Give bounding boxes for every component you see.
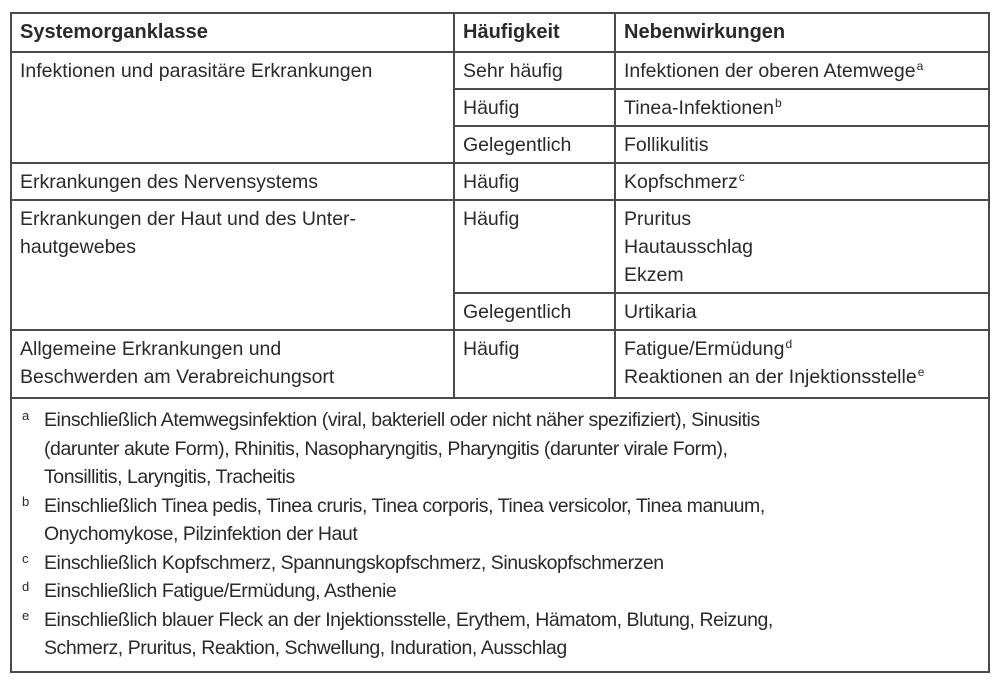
effect-cell xyxy=(615,293,988,330)
footnote-a xyxy=(20,406,978,492)
frequency-cell: Häufig xyxy=(454,163,615,200)
footnote-mark: a xyxy=(22,408,30,423)
effect-text: Pruritus xyxy=(624,208,692,230)
footnote-marker: b xyxy=(774,96,782,110)
footnote-marker: d xyxy=(785,337,793,351)
frequency-cell: Häufig xyxy=(454,200,615,293)
footnote-line: Tonsillitis, Laryngitis, Tracheitis xyxy=(44,466,295,488)
footnote-mark: e xyxy=(22,607,30,623)
table-row xyxy=(12,52,988,89)
footnote-line: Einschließlich Fatigue/Ermüdung, Asthenie xyxy=(44,580,397,602)
footnote-line: (darunter akute Form), Rhinitis, Nasopharyngitis, Pharyngitis (darunter virale Form), xyxy=(44,437,728,460)
footnote-mark: d xyxy=(22,579,30,594)
effect-cell xyxy=(615,52,988,89)
organ-class-line: Allgemeine Erkrankungen und xyxy=(20,338,282,360)
organ-class-cell: Erkrankungen des Nervensystems xyxy=(12,163,454,200)
frequency-cell: Häufig xyxy=(454,330,615,398)
effect-text: Follikulitis xyxy=(624,134,709,156)
footnote-marker: c xyxy=(738,170,745,184)
adverse-effects-table xyxy=(12,14,988,399)
footnote-e xyxy=(20,606,978,663)
table-row xyxy=(12,330,988,398)
footnote-marker: a xyxy=(916,59,924,73)
effect-text: Infektionen der oberen Atemwege xyxy=(624,60,916,82)
effect-cell xyxy=(615,200,988,293)
header-system-organ-class: Systemorganklasse xyxy=(12,14,454,52)
effect-text: Fatigue/Ermüdung xyxy=(624,338,785,360)
footnote-line: Einschließlich Kopfschmerz, Spannungskopfschmerz, Sinuskopfschmerzen xyxy=(44,551,664,574)
footnote-line: Einschließlich blauer Fleck an der Injektionsstelle, Erythem, Hämatom, Blutung, Reizung, xyxy=(44,608,773,631)
effect-text: Ekzem xyxy=(624,264,684,286)
footnote-marker: e xyxy=(917,365,925,379)
adverse-effects-table-frame xyxy=(10,12,990,673)
footnotes-section xyxy=(12,400,988,663)
frequency-cell: Sehr häufig xyxy=(454,52,615,89)
footnote-line: Onychomykose, Pilzinfektion der Haut xyxy=(44,523,358,545)
frequency-cell: Gelegentlich xyxy=(454,293,615,330)
organ-class-line: Erkrankungen der Haut und des Unter- xyxy=(20,208,357,230)
header-adverse-effects: Nebenwirkungen xyxy=(615,14,988,52)
effect-text: Urtikaria xyxy=(624,301,697,323)
table-row xyxy=(12,163,988,200)
effect-cell xyxy=(615,330,988,398)
footnote-line: Schmerz, Pruritus, Reaktion, Schwellung, Induration, Ausschlag xyxy=(44,637,567,659)
effect-text: Reaktionen an der Injektionsstelle xyxy=(624,366,917,388)
footnote-d xyxy=(20,577,978,606)
table-header-row xyxy=(12,14,988,52)
footnote-mark: c xyxy=(22,550,29,566)
organ-class-cell xyxy=(12,330,454,398)
footnote-c xyxy=(20,549,978,578)
frequency-cell: Häufig xyxy=(454,89,615,126)
footnote-line: Einschließlich Atemwegsinfektion (viral, bakteriell oder nicht näher spezifiziert), Sinusitis xyxy=(44,409,760,431)
effect-line xyxy=(624,335,980,363)
footnote-b xyxy=(20,492,978,549)
footnote-mark: b xyxy=(22,493,30,509)
effect-line xyxy=(624,363,980,391)
effect-text: Tinea-Infektionen xyxy=(624,97,774,119)
effect-cell xyxy=(615,89,988,126)
table-row xyxy=(12,200,988,293)
frequency-cell: Gelegentlich xyxy=(454,126,615,163)
effect-cell xyxy=(615,163,988,200)
organ-class-line: hautgewebes xyxy=(20,236,137,258)
organ-class-cell xyxy=(12,200,454,330)
effect-cell xyxy=(615,126,988,163)
organ-class-line: Beschwerden am Verabreichungsort xyxy=(20,366,335,388)
header-frequency: Häufigkeit xyxy=(454,14,615,52)
effect-text: Hautausschlag xyxy=(624,236,753,258)
organ-class-cell: Infektionen und parasitäre Erkrankungen xyxy=(12,52,454,163)
effect-text: Kopfschmerz xyxy=(624,171,738,193)
footnote-line: Einschließlich Tinea pedis, Tinea cruris, Tinea corporis, Tinea versicolor, Tinea manuum, xyxy=(44,494,765,517)
